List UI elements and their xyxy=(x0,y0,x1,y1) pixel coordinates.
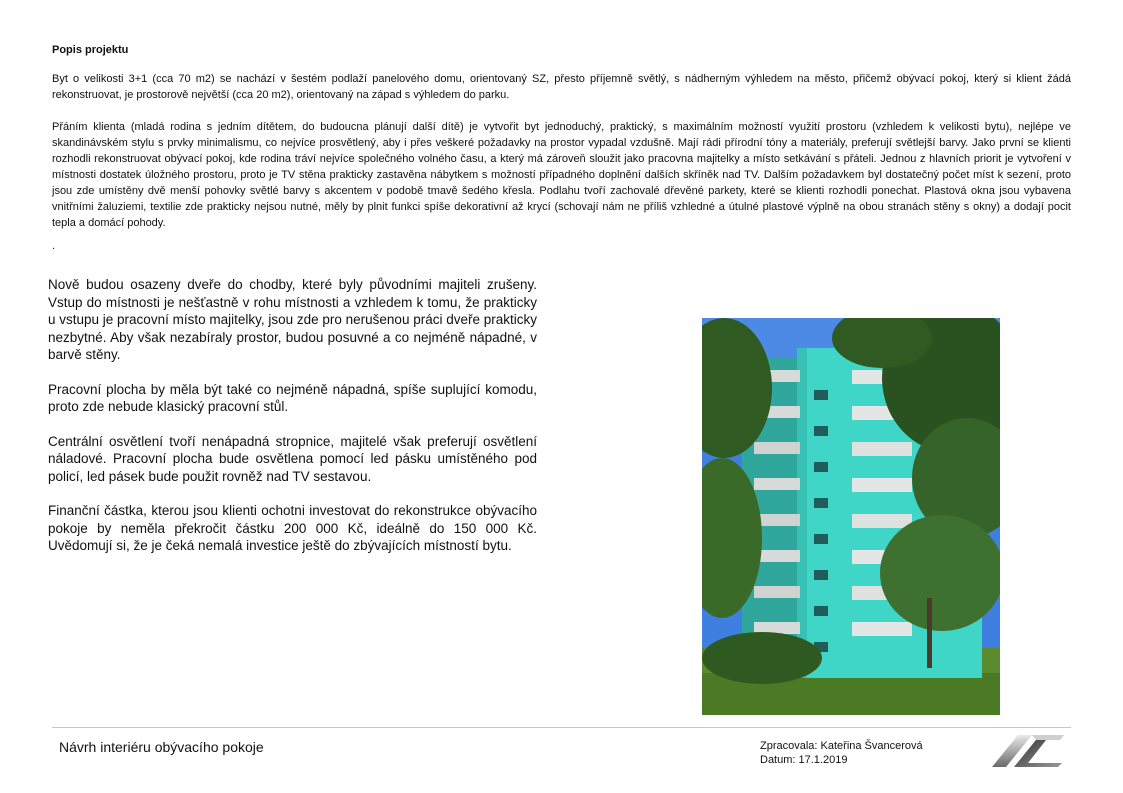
detail-paragraph: Centrální osvětlení tvoří nenápadná stropnice, majitelé však preferují osvětlení náladové. Pracovní plocha bude osvětlena pomocí led pásku umístěného pod policí, led pásek bude použit rovněž nad TV sestavou. xyxy=(48,433,537,484)
building-photo xyxy=(702,318,1000,715)
footer-meta xyxy=(760,739,923,767)
footer-divider xyxy=(52,727,1071,728)
date-line: Datum: 17.1.2019 xyxy=(760,754,848,766)
separator-dot: . xyxy=(52,240,56,252)
detail-paragraph: Finanční částka, kterou jsou klienti ochotni investovat do rekonstrukce obývacího pokoje by neměla překročit částku 200 000 Kč, ideálně do 150 000 Kč. Uvědomují si, že je čeká nemalá investice ještě do zbývajících místností bytu. xyxy=(48,503,537,553)
detail-paragraph: Nově budou osazeny dveře do chodby, které byly původními majiteli zrušeny. Vstup do místnosti je nešťastně v rohu místnosti a vzhledem k tomu, že prakticky u vstupu je pracovní místo majitelky, jsou zde pro nerušenou práci dveře prakticky nezbytné. Aby však nezabíraly prostor, budou posuvné a co nejméně nápadné, v barvě stěny. xyxy=(48,277,537,362)
document-title: Návrh interiéru obývacího pokoje xyxy=(59,739,264,755)
author-line: Zpracovala: Kateřina Švancerová xyxy=(760,740,923,752)
tree-trunk xyxy=(927,598,932,668)
intro-block xyxy=(52,71,1071,247)
intro-paragraph: Byt o velikosti 3+1 (cca 70 m2) se nachází v šestém podlaží panelového domu, orientovaný SZ, přesto příjemně světlý, s nádherným výhledem na město, přičemž obývací pokoj, který si klient žádá rekonstruovat, je prostorově největší (cca 20 m2), orientovaný na západ s výhledem do parku. xyxy=(52,73,1071,101)
detail-paragraph: Pracovní plocha by měla být také co nejméně nápadná, spíše suplující komodu, proto zde nebude klasický pracovní stůl. xyxy=(48,381,537,414)
details-column xyxy=(48,276,537,572)
company-logo xyxy=(988,733,1066,769)
intro-paragraph: Přáním klienta (mladá rodina s jedním dítětem, do budoucna plánují další dítě) je vytvořit byt jednoduchý, praktický, s maximálním možností využití prostoru (vzhledem k velikosti bytu), nejlépe ve skandinávském stylu s prvky minimalismu, co nejvíce prosvětlený, aby i přes veškeré požadavky na prostor vypadal vzdušně. Mají rádi přírodní tóny a materiály, preferují světlejší barvy. Jako první se klienti rozhodli rekonstruovat obývací pokoj, kde rodina tráví nejvíce společného volného času, a který má zároveň sloužit jako pracovna majitelky a místo setkávání s přáteli. Jednou z hlavních priorit je vytvoření v místnosti dostatek úložného prostoru, proto je TV stěna prakticky zastavěna nábytkem s možností případného doplnění dalších skříněk nad TV. Dalším požadavkem byl dostatečný počet míst k sezení, proto jsou zde umístěny dvě menší pohovky světlé barvy s akcentem v podobě tmavě šedého křesla. Podlahu tvoří zachovalé dřevěné parkety, které se klienti rozhodli ponechat. Plastová okna jsou vybavena vnitřními žaluziemi, textilie zde prakticky nejsou nutné, měly by plnit funkci spíše dekorativní až krycí (schovají nám ne příliš vzhledné a útulné plastové výplně na obou stranách stěny s okny) a dodají pocit tepla a domácí pohody. xyxy=(52,121,1071,229)
section-heading: Popis projektu xyxy=(52,44,129,56)
